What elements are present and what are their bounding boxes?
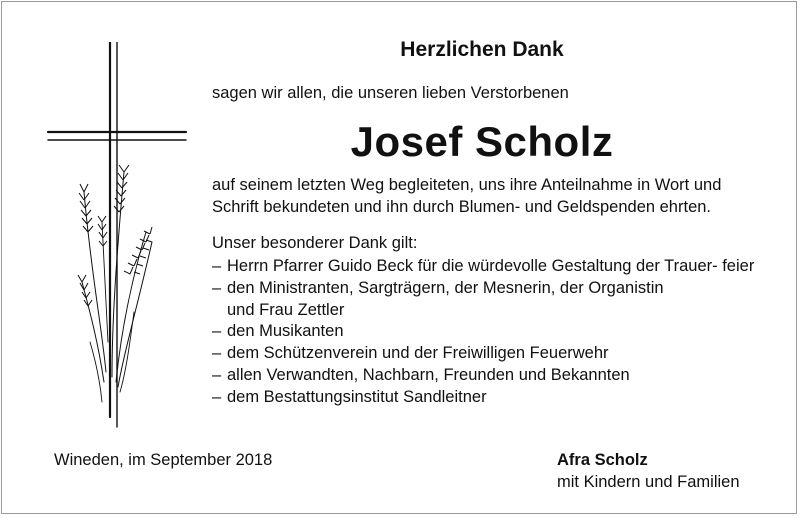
dash: – <box>212 257 222 275</box>
list-item-text: dem Bestattungsinstitut Sandleitner <box>227 387 487 406</box>
heading: Herzlichen Dank <box>400 38 564 61</box>
thanks-heading: Unser besonderer Dank gilt: <box>212 234 418 252</box>
signature-subtitle: mit Kindern und Familien <box>557 473 740 491</box>
list-item-text: den Musikanten <box>227 322 344 341</box>
cross-with-wheat-icon <box>46 42 196 432</box>
dash: – <box>212 322 222 341</box>
list-item <box>212 321 772 343</box>
list-item <box>212 343 772 365</box>
list-item <box>212 256 772 278</box>
thanks-list <box>212 256 772 409</box>
body-text-line-2: Schrift bekundeten und ihn durch Blumen- und Geldspenden ehrten. <box>212 198 712 216</box>
place-date: Wineden, im September 2018 <box>54 451 273 469</box>
list-item-text: Herrn Pfarrer Guido Beck für die würdevolle Gestaltung der Trauer- feier <box>227 257 755 275</box>
dash: – <box>212 278 222 297</box>
list-item <box>212 278 772 322</box>
list-item <box>212 387 772 409</box>
list-item-text: den Ministranten, Sargträgern, der Mesnerin, der Organistin und Frau Zettler <box>227 278 664 319</box>
dash: – <box>212 365 222 384</box>
dash: – <box>212 387 222 406</box>
signature-name: Afra Scholz <box>557 451 648 469</box>
dash: – <box>212 344 222 363</box>
obituary-notice <box>1 1 797 514</box>
list-item <box>212 365 772 387</box>
list-item-text: dem Schützenverein und der Freiwilligen Feuerwehr <box>227 344 609 363</box>
intro-text: sagen wir allen, die unseren lieben Verstorbenen <box>212 84 569 102</box>
deceased-name: Josef Scholz <box>350 118 614 165</box>
body-text-line-1: auf seinem letzten Weg begleiteten, uns ihre Anteilnahme in Wort und <box>212 176 722 194</box>
list-item-text: allen Verwandten, Nachbarn, Freunden und Bekannten <box>227 365 630 384</box>
